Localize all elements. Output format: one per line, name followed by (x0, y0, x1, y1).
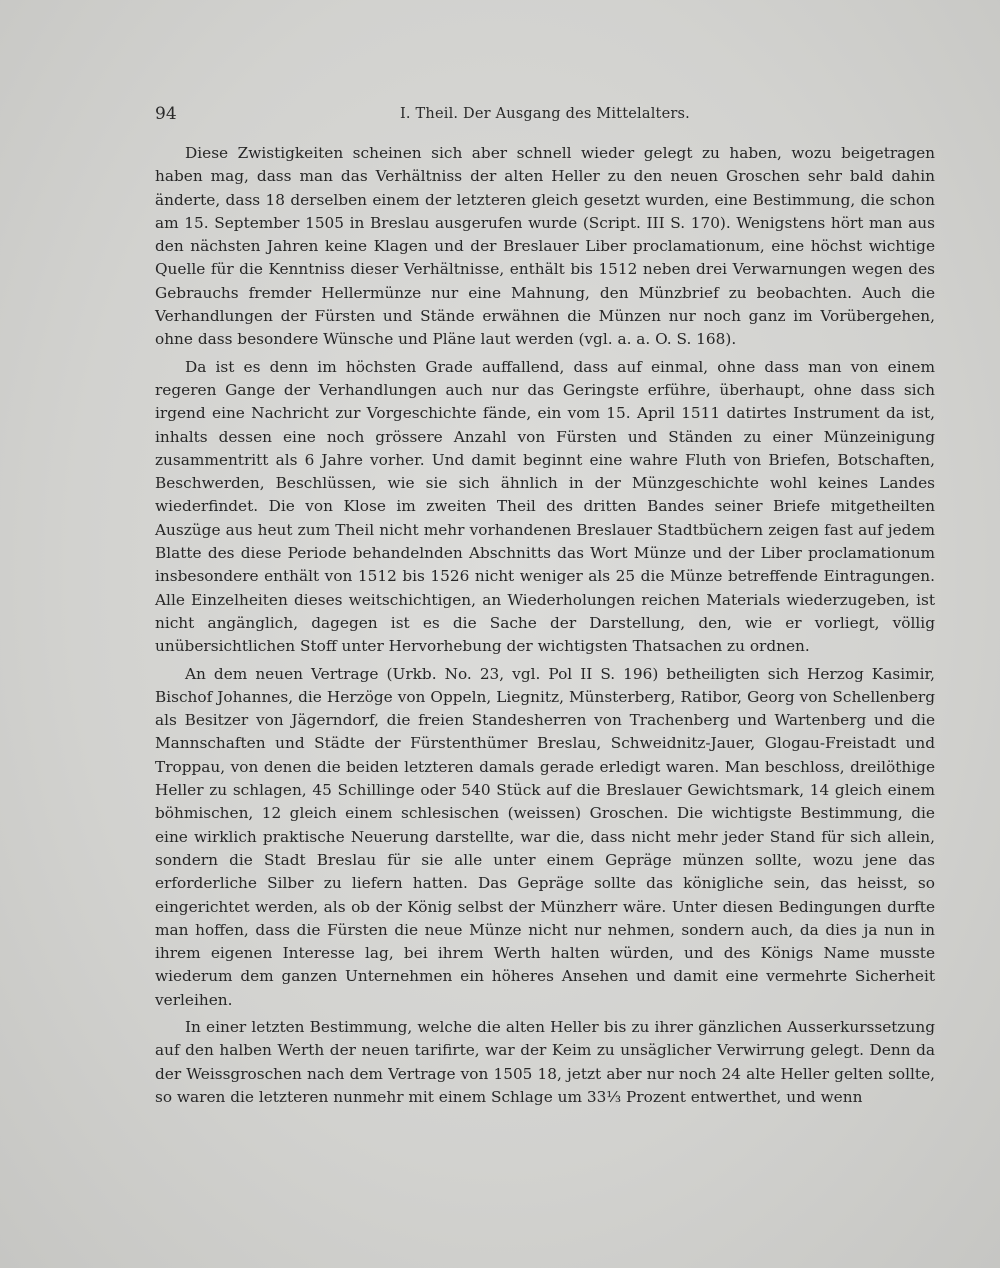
paragraph: Da ist es denn im höchsten Grade auffallend, dass auf einmal, ohne dass man von einem regeren Gange der Verhandlungen auch nur das Geringste erführe, überhaupt, ohne dass sich irgend eine Nachricht zur Vorgeschichte fände, ein vom 15. April 1511 datirtes Instrument da ist, inhalts dessen eine noch grössere Anzahl von Fürsten und Ständen zu einer Münzeinigung zusammentritt als 6 Jahre vorher. Und damit beginnt eine wahre Fluth von Briefen, Botschaften, Beschwerden, Beschlüssen, wie sie sich ähnlich in der Münzgeschichte wohl keines Landes wiederfindet. Die von Klose im zweiten Theil des dritten Bandes seiner Briefe mitgetheilten Auszüge aus heut zum Theil nicht mehr vorhandenen Breslauer Stadtbüchern zeigen fast auf jedem Blatte des diese Periode behandelnden Abschnitts das Wort Münze und der Liber proclamationum insbesondere enthält von 1512 bis 1526 nicht weniger als 25 die Münze betreffende Eintragungen. Alle Einzelheiten dieses weitschichtigen, an Wiederholungen reichen Materials wiederzugeben, ist nicht angänglich, dagegen ist es die Sache der Darstellung, den, wie er vorliegt, völlig unübersichtlichen Stoff unter Hervorhebung der wichtigsten Thatsachen zu ordnen. (155, 357, 935, 656)
paragraph: An dem neuen Vertrage (Urkb. No. 23, vgl. Pol II S. 196) betheiligten sich Herzog Kasimir, Bischof Johannes, die Herzöge von Oppeln, Liegnitz, Münsterberg, Ratibor, Georg von Schellenberg als Besitzer von Jägerndorf, die freien Standesherren von Trachenberg und Wartenberg und die Mannschaften und Städte der Fürstenthümer Breslau, Schweidnitz-Jauer, Glogau-Freistadt und Troppau, von denen die beiden letzteren damals gerade erledigt waren. Man beschloss, dreilöthige Heller zu schlagen, 45 Schillinge oder 540 Stück auf die Breslauer Gewichtsmark, 14 gleich einem böhmischen, 12 gleich einem schlesischen (weissen) Groschen. Die wichtigste Bestimmung, die eine wirklich praktische Neuerung darstellte, war die, dass nicht mehr jeder Stand für sich allein, sondern die Stadt Breslau für sie alle unter einem Gepräge münzen sollte, wozu jene das erforderliche Silber zu liefern hatten. Das Gepräge sollte das königliche sein, das heisst, so eingerichtet werden, als ob der König selbst der Münzherr wäre. Unter diesen Bedingungen durfte man hoffen, dass die Fürsten die neue Münze nicht nur nehmen, sondern auch, da dies ja nun in ihrem eigenen Interesse lag, bei ihrem Werth halten würden, und des Königs Name musste wiederum dem ganzen Unternehmen ein höheres Ansehen und damit eine vermehrte Sicherheit verleihen. (155, 664, 935, 1009)
running-head: I. Theil. Der Ausgang des Mittelalters. (400, 106, 690, 122)
paragraph: Diese Zwistigkeiten scheinen sich aber schnell wieder gelegt zu haben, wozu beigetragen haben mag, dass man das Verhältniss der alten Heller zu den neuen Groschen sehr bald dahin änderte, dass 18 derselben einem der letzteren gleich gesetzt wurden, eine Bestimmung, die schon am 15. September 1505 in Breslau ausgerufen wurde (Script. III S. 170). Wenigstens hört man aus den nächsten Jahren keine Klagen und der Breslauer Liber proclamationum, eine höchst wichtige Quelle für die Kenntniss dieser Verhältnisse, enthält bis 1512 neben drei Verwarnungen wegen des Gebrauchs fremder Hellermünze nur eine Mahnung, den Münzbrief zu beobachten. Auch die Verhandlungen der Fürsten und Stände erwähnen die Münzen nur noch ganz im Vorübergehen, ohne dass besondere Wünsche und Pläne laut werden (vgl. a. a. O. S. 168). (155, 144, 935, 349)
page-header (155, 104, 940, 128)
page-number: 94 (155, 104, 177, 124)
body-text (155, 142, 935, 1113)
paragraph: In einer letzten Bestimmung, welche die alten Heller bis zu ihrer gänzlichen Ausserkurssetzung auf den halben Werth der neuen tarifirte, war der Keim zu unsäglicher Verwirrung gelegt. Denn da der Weissgroschen nach dem Vertrage von 1505 18, jetzt aber nur noch 24 alte Heller gelten sollte, so waren die letzteren nunmehr mit einem Schlage um 33⅓ Prozent entwerthet, und wenn (155, 1017, 935, 1106)
